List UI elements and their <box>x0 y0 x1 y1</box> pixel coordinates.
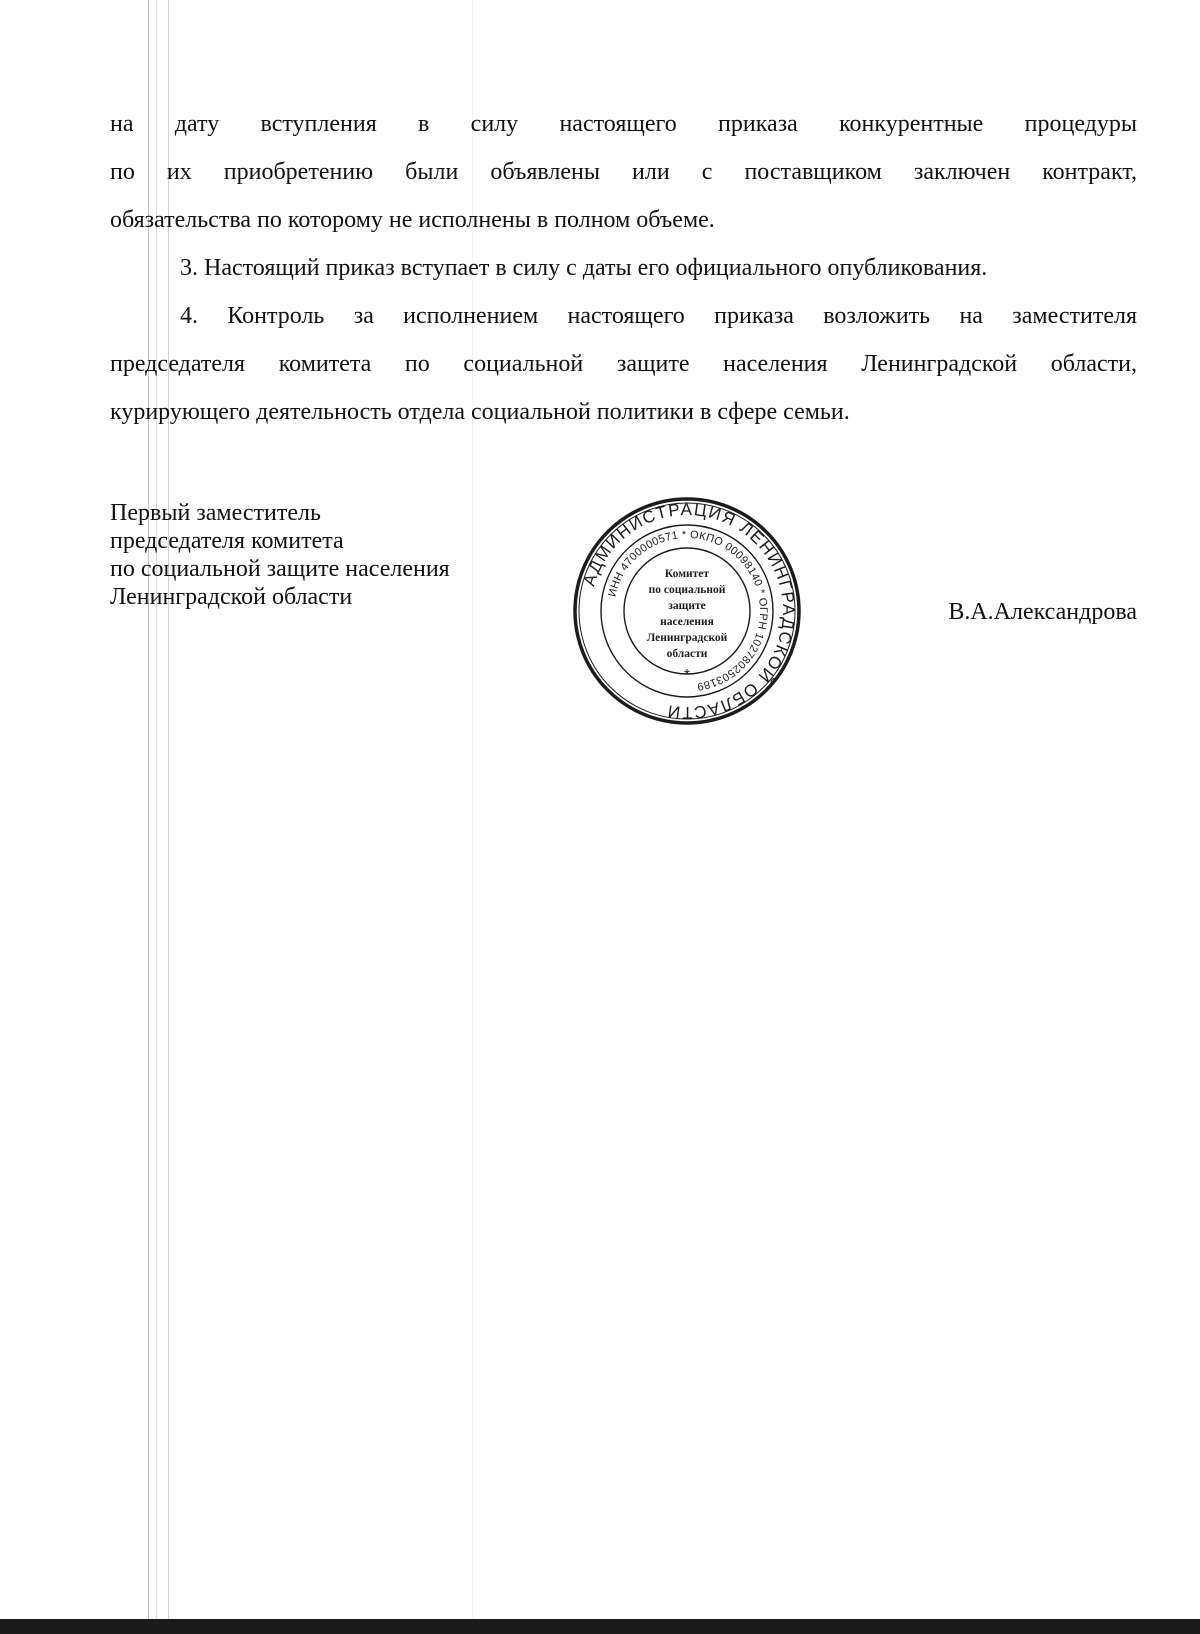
seal-center-line: по социальной <box>648 584 726 596</box>
seal-center-line: Ленинградской <box>646 632 728 644</box>
body-line: на дату вступления в силу настоящего приказа конкурентные процедуры <box>110 111 1137 137</box>
signer-position-line: председателя комитета <box>110 528 344 554</box>
seal-center-text <box>647 568 728 660</box>
signer-position-line: по социальной защите населения <box>110 556 450 582</box>
seal-graphic <box>573 497 801 725</box>
body-line: по их приобретению были объявлены или с поставщиком заключен контракт, <box>110 159 1137 185</box>
seal-star-icon: * <box>683 667 691 684</box>
signer-position-line: Первый заместитель <box>110 500 321 526</box>
scan-bottom-edge <box>0 1619 1200 1634</box>
signer-position-line: Ленинградской области <box>110 584 353 610</box>
body-line: курирующего деятельность отдела социальной политики в сфере семьи. <box>110 399 850 425</box>
order-body-text <box>110 108 1137 444</box>
seal-inner-text: ИНН 4700000571 * ОКПО 00098140 * ОГРН 1027802503189 <box>606 528 770 693</box>
official-seal <box>573 497 801 725</box>
seal-outer-text: АДМИНИСТРАЦИЯ ЛЕНИНГРАДСКОЙ ОБЛАСТИ <box>579 499 799 723</box>
paragraph-4: 4. Контроль за исполнением настоящего приказа возложить на заместителя <box>180 303 1137 329</box>
body-line: обязательства по которому не исполнены в полном объеме. <box>110 207 715 233</box>
seal-center-line: защите <box>668 600 706 612</box>
seal-center-line: Комитет <box>664 568 710 580</box>
seal-center-line: населения <box>660 616 714 628</box>
paragraph-3: 3. Настоящий приказ вступает в силу с даты его официального опубликования. <box>180 255 988 281</box>
signer-position <box>110 499 450 611</box>
signer-name: В.А.Александрова <box>948 599 1137 625</box>
body-line: председателя комитета по социальной защите населения Ленинградской области, <box>110 351 1137 377</box>
seal-center-line: области <box>666 648 708 660</box>
